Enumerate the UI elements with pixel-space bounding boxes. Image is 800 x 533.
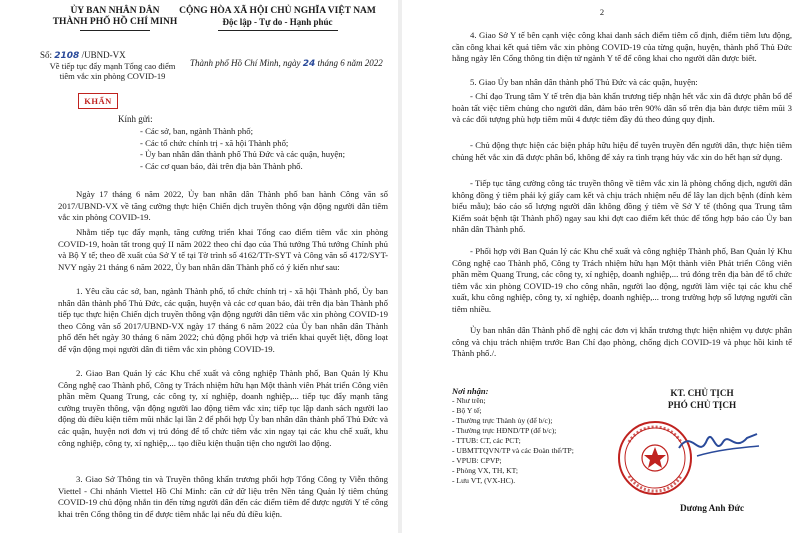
signer-name: Dương Anh Đức [679, 503, 745, 513]
noi-nhan-item: - TTUB: CT, các PCT; [452, 436, 521, 445]
recipient-item: - Ủy ban nhân dân thành phố Thủ Đức và các quận, huyện; [140, 149, 346, 160]
urgent-stamp: KHẨN [78, 93, 118, 109]
noi-nhan-item: - Phòng VX, TH, KT; [452, 466, 518, 475]
document-number [40, 50, 190, 61]
official-seal-and-signature [607, 398, 787, 508]
paragraph-5d: - Phối hợp với Ban Quản lý các Khu chế xuất và công nghiệp Thành phố, Ban Quản lý Khu Công nghệ cao Thành phố, Công ty Trách nhiệm hữu hạn Một thành viên Phát triển Công viên phần mềm Quang Trung, các công ty, xí nghiệp, doanh nghiệp,... trú đóng trên địa bàn để tổ chức tiêm vắc xin phòng COVID-19 cho công nhân, người lao động, người làm việc tại các khu chế xuất, khu công nghiệp, công ty, xí nghiệp, doanh nghiệp,... trong trường hợp số lượng người cần tiêm nhiều. [452, 246, 792, 314]
noi-nhan-item: - Thường trực HĐND/TP (để b/c); [452, 426, 557, 435]
noi-nhan-item: - Thường trực Thành ủy (để b/c); [452, 416, 553, 425]
date-prefix: Thành phố Hồ Chí Minh, ngày [190, 58, 301, 68]
noi-nhan-item: - Bộ Y tế; [452, 406, 482, 415]
paragraph-5c: - Tiếp tục tăng cường công tác truyền thông về tiêm vắc xin là phòng chống dịch, người dân không đồng ý tiêm phải ký giấy cam kết và chịu trách nhiệm nếu để lây lan dịch bệnh (đính kèm biểu mẫu); báo cáo số lượng người dân không đồng ý tiêm về Sở Y tế (thông qua Trung tâm Kiểm soát bệnh tật Thành phố) ngay sau khi đợt cao điểm kết thúc để tổng hợp báo cáo Ủy ban nhân dân Thành phố. [452, 178, 792, 235]
paragraph-5: 5. Giao Ủy ban nhân dân thành phố Thủ Đức và các quận, huyện: [470, 77, 698, 87]
noi-nhan-item: - Như trên; [452, 396, 486, 405]
noi-nhan-item: - VPUB: CPVP; [452, 456, 502, 465]
org-line2: THÀNH PHỐ HỒ CHÍ MINH [52, 17, 178, 27]
noi-nhan-item: - Lưu VT, (VX-HC). [452, 476, 516, 485]
paragraph-5a: - Chỉ đạo Trung tâm Y tế trên địa bàn khẩn trương tiếp nhận hết vắc xin đã được phân bổ để hoàn tất việc tiêm chủng cho người dân, đảm bảo trên 90% dân số trên địa bàn được tiêm mũi 3 và các đối tượng phù hợp tiêm mũi 4 được tiêm đầy đủ theo đúng quy định. [452, 91, 792, 125]
kinh-gui-label: Kính gửi: [118, 114, 153, 124]
nation-line1: CỘNG HÒA XÃ HỘI CHỦ NGHĨA VIỆT NAM [179, 6, 376, 16]
paragraph-closing: Ủy ban nhân dân Thành phố đề nghị các đơn vị khẩn trương thực hiện nhiệm vụ được phân công và chịu trách nhiệm trước Ban Chỉ đạo phòng, chống dịch COVID-19 và phục hồi kinh tế Thành phố./. [452, 325, 792, 359]
noi-nhan-block [452, 386, 632, 486]
paragraph-2: 2. Giao Ban Quản lý các Khu chế xuất và công nghiệp Thành phố, Ban Quản lý Khu Công nghệ cao Thành phố, Công ty Trách nhiệm hữu hạn Một thành viên Phát triển Công viên phần mềm Quang Trung, các công ty, xí nghiệp, doanh nghiệp,... tiếp tục đẩy mạnh tăng cường truyền thông, vận động người lao động tiêm vắc xin; tiếp tục lập danh sách người lao động dù điều kiện tiêm mũi nhắc lại lần 2 để phối hợp Ủy ban nhân dân thành phố Thủ Đức và các quận, huyện nơi đơn vị trú đóng để tổ chức tiêm vắc xin ngay tại các khu chế xuất, khu công nghiệp, công ty, xí nghiệp,... tạo điều kiện thuận tiện cho người lao động. [58, 368, 388, 448]
paragraph-intro: Ngày 17 tháng 6 năm 2022, Ủy ban nhân dân Thành phố ban hành Công văn số 2017/UBND-VX về tăng cường thực hiện Chiến dịch truyền thông vận động người dân tiêm vắc xin phòng COVID-19. [58, 189, 388, 223]
subject-line2: tiêm vắc xin phòng COVID-19 [59, 71, 166, 81]
page-1 [0, 0, 398, 533]
seal-icon [619, 422, 691, 494]
nation-line2: Độc lập - Tự do - Hạnh phúc [222, 17, 333, 27]
paragraph-5b: - Chủ động thực hiện các biện pháp hữu hiệu để tuyên truyền đến người dân, thực hiện tiêm chủng hết vắc xin đã được phân bổ, không để xảy ra tình trạng hủy vắc xin do hết hạn sử dụng. [452, 140, 792, 162]
date-suffix: tháng 6 năm 2022 [317, 58, 383, 68]
sign-title2: PHÓ CHỦ TỊCH [667, 399, 737, 410]
paragraph-context: Nhằm tiếp tục đẩy mạnh, tăng cường triển khai Tổng cao điểm tiêm vắc xin phòng COVID-19, hoàn tất trong quý II năm 2022 theo chỉ đạo của Thủ tướng Thủ tướng Chính phủ và Bộ Y tế; theo đề xuất của Sở Y tế tại Tờ trình số 4162/TTr-SYT và Công văn số 4172/SYT-NVY ngày 21 tháng 6 năm 2022, Ủy ban nhân dân Thành phố có ý kiến như sau: [58, 227, 388, 272]
page-2 [402, 0, 800, 533]
document-date [190, 58, 395, 69]
recipient-item: - Các sở, ban, ngành Thành phố; [140, 126, 254, 136]
recipient-item: - Các cơ quan báo, đài trên địa bàn Thành phố. [140, 160, 303, 171]
doc-no-handwritten: 2108 [54, 51, 80, 61]
org-line1: ỦY BAN NHÂN DÂN [70, 6, 160, 16]
noi-nhan-item: - UBMTTQVN/TP và các Đoàn thể/TP; [452, 446, 574, 455]
document-subject [30, 61, 195, 81]
paragraph-1: 1. Yêu cầu các sở, ban, ngành Thành phố, tổ chức chính trị - xã hội Thành phố, Ủy ban nhân dân thành phố Thủ Đức, các quận, huyện và các cơ quan báo, đài trên địa bàn Thành phố tiếp tục thực hiện Chiến dịch truyền thông vận động người dân tiêm vắc xin phòng COVID-19 theo Công văn số 2017/UBND-VX ngày 17 tháng 6 năm 2022 của Ủy ban nhân dân Thành phố đến hết ngày 30 tháng 6 năm 2022; chủ động phối hợp và triển khai quyết liệt, đồng loạt để vận động mọi người dân đi tiêm vắc xin phòng COVID-19. [58, 286, 388, 354]
recipient-list [140, 126, 395, 172]
subject-line1: Về tiếp tục đẩy mạnh Tổng cao điểm [49, 61, 176, 71]
national-header [165, 6, 390, 31]
nation-underline [218, 30, 338, 31]
recipient-item: - Các tổ chức chính trị - xã hội Thành phố; [140, 137, 289, 148]
page-number: 2 [599, 7, 605, 17]
org-underline [80, 30, 150, 31]
paragraph-3: 3. Giao Sở Thông tin và Truyền thông khẩn trương phối hợp Tổng Công ty Viễn thông Viettel - Chi nhánh Viettel Hồ Chí Minh: căn cứ dữ liệu trên Nền tảng Quản lý tiêm chủng COVID-19 chủ động nhắn tin đến từng người dân đến các điểm tiêm để được người Y tế công khai trên Cổng thông tin để được tiêm nhắc lại nếu đủ điều kiện. [58, 474, 388, 519]
noi-nhan-title: Nơi nhận: [452, 386, 489, 396]
doc-no-prefix: Số: [40, 50, 53, 60]
paragraph-4: 4. Giao Sở Y tế bên cạnh việc công khai danh sách điểm tiêm cố định, điểm tiêm lưu động, cần công khai kết quả tiêm vắc xin phòng COVID-19 của từng quận, huyện, thành phố Thủ Đức hằng ngày lên Cổng thông tin điện tử ngành Y tế để công khai cho người dân được biết. [452, 30, 792, 64]
doc-no-suffix: /UBND-VX [81, 50, 126, 60]
sign-title1: KT. CHỦ TỊCH [670, 388, 734, 398]
date-handwritten: 24 [302, 59, 316, 69]
